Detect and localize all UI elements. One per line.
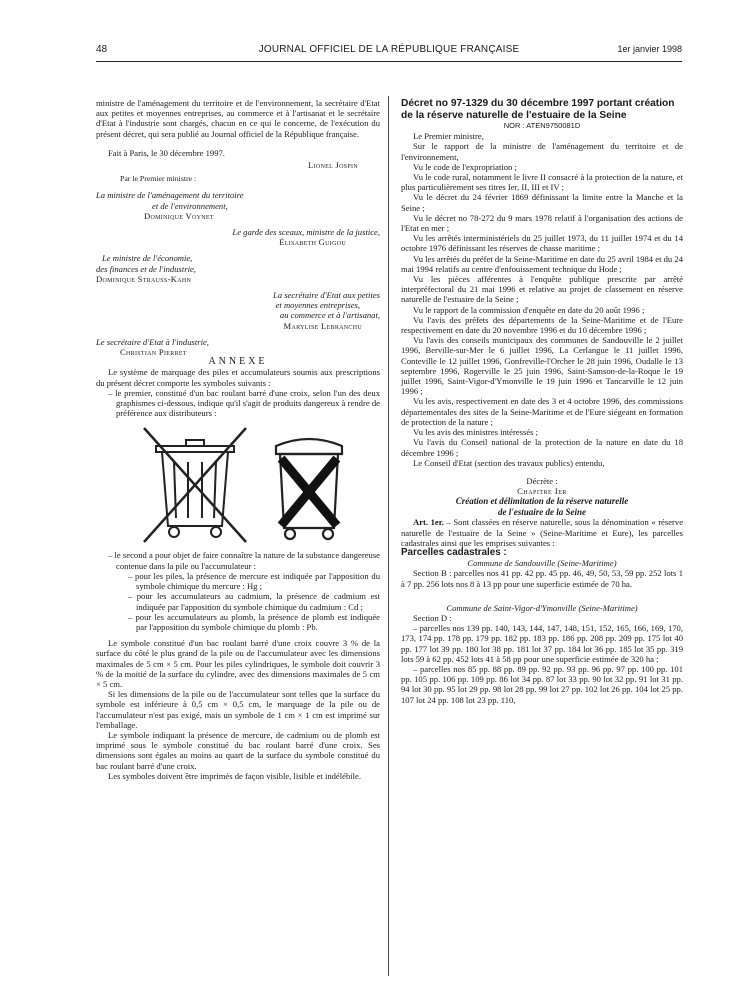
annexe-paragraph-3: Le symbole indiquant la présence de mercure, de cadmium ou de plomb est imprimé sous le symbole constitué du bac roulant barré d'une croix. Ses dimensions sont égales au moins au quart de la surface du symbole constitué du bac roulant barré d'une croix. [96,729,380,771]
visa-4: Vu le décret du 24 février 1869 définissant la limite entre la Manche et la Seine ; [401,192,683,213]
sig4-title-a: La secrétaire d'Etat aux petites [272,290,380,301]
commune-sandouville: Commune de Sandouville (Seine-Maritime) [467,558,617,569]
article-1-label: Art. 1er. [413,517,444,528]
commune-saint-vigor: Commune de Saint-Vigor-d'Ymonville (Seine-Maritime) [446,602,638,613]
sandouville-parcels: Section B : parcelles nos 41 pp. 42 pp. 45 pp. 46, 49, 50, 53, 59 pp. 252 lots 1 à 7 pp. 256 lots nos 8 à 13 pp pour une superficie estimée de 70 ha. [401,568,683,589]
visa-9: Vu le rapport de la commission d'enquête en date du 20 août 1996 ; [413,304,645,315]
sig5-title: Le secrétaire d'Etat à l'industrie, [96,336,209,347]
sig4-title-c: au commerce et à l'artisanat, [279,310,380,321]
sig1-title-a: La ministre de l'aménagement du territoire [96,190,244,201]
visa-5: Vu le décret no 78-272 du 9 mars 1978 relatif à l'organisation des actions de l'Etat en mer ; [401,212,683,234]
article-1-text: – Sont classées en réserve naturelle, sous la dénomination « réserve naturelle de l'estuaire de la Seine » (Seine-Maritime et Eure), les parcelles cadastrales ainsi que les emprises suivantes : [401,517,684,548]
decree-title: Décret no 97-1329 du 30 décembre 1997 portant création de la réserve naturelle de l'estuaire de la Seine [401,98,675,121]
visa-12: Vu les avis, respectivement en date des 3 et 4 octobre 1996, des commissions départementales des sites de la Seine-Maritime et de l'Eure siégeant en formation de protection de la nature ; [401,396,683,427]
page-number: 48 [96,44,108,55]
column-divider [388,96,389,976]
visa-6: Vu les arrêtés interministériels du 25 juillet 1973, du 11 juillet 1974 et du 14 octobre 1976 définissant les réserves de chasse maritime ; [401,233,683,254]
sig4-name: Marylise Lebranchu [283,320,362,331]
visa-7: Vu les arrêtés du préfet de la Seine-Maritime en date du 25 avril 1984 et du 24 mai 1994 relatifs au centre d'enfouissement technique du Hode ; [401,253,683,274]
sig5-name: Christian Pierret [120,347,187,358]
annexe-paragraph-1: Le symbole constitué d'un bac roulant barré d'une croix couvre 3 % de la surface du côté le plus grand de la pile ou de l'accumulateur avec les dimensions maximales de 5 cm × 5 cm. Pour les piles cylindriques, le symbole doit couvrir 3 % de la moitié de la surface du cylindre, avec des dimensions maximales de 5 cm × 5 cm. [96,638,380,689]
visa-14: Vu l'avis du Conseil national de la protection de la nature en date du 18 décembre 1996 ; [401,437,683,458]
visa-10: Vu l'avis des préfets des départements de la Seine-Maritime et de l'Eure respectivement en date du 20 novembre 1996 et du 10 décembre 1996 ; [401,314,683,336]
visa-11: Vu l'avis des conseils municipaux des communes de Sandouville le 2 juillet 1996, Berville-sur-Mer le 6 juillet 1996, La Cerlangue le 11 juillet 1996, Conteville le 12 juillet 1996, Gonfreville-l'Orcher le 28 juin 1996, Oudalle le 13 septembre 1996, Rogerville le 25 juin 1996, Saint-Samson-de-la-Roque le 19 juillet 1996, Saint-Vigor-d'Ymonville le 19 juin 1996 et Tancarville le 12 juin 1996 ; [401,335,683,397]
annexe-paragraph-4: Les symboles doivent être imprimés de façon visible, lisible et indélébile. [108,770,361,781]
sig1-name: Dominique Voynet [144,210,214,221]
annexe-heading: ANNEXE [208,356,268,368]
signatory-pm: Lionel Jospin [308,160,358,171]
visa-13: Vu les avis des ministres intéressés ; [413,427,539,438]
page-header [96,44,682,60]
sig2-title: Le garde des sceaux, ministre de la justice, [232,227,380,238]
sig3-title-b: des finances et de l'industrie, [96,263,196,274]
annexe-item-2a: – pour les piles, la présence de mercure est indiquée par l'apposition du symbole chimique du mercure : Hg ; [128,570,380,592]
annexe-item-2c: – pour les accumulateurs au plomb, la présence de plomb est indiquée par l'apposition du symbole chimique du plomb : Pb. [128,611,380,632]
visa-3: Vu le code rural, notamment le livre II consacré à la protection de la nature, et plus particulièrement ses titres Ier, II, III et IV ; [401,172,683,193]
section-title-b: de l'estuaire de la Seine [498,506,586,517]
done-at: Fait à Paris, le 30 décembre 1997. [108,147,225,158]
saint-vigor-parcels-b: – parcelles nos 85 pp. 88 pp. 89 pp. 92 pp. 93 pp. 96 pp. 97 pp. 100 pp. 101 pp. 105 pp. 106 pp. 109 pp. 86 lot 34 pp. 87 lot 33 pp. 90 lot 32 pp. 91 lot 31 pp. 94 lot 30 pp. 95 lot 29 pp. 98 lot 28 pp. 99 lot 27 pp. 102 lot 26 pp. 104 lot 25 pp. 107 lot 24 pp. 108 lot 23 pp. 110, [401,663,683,705]
visa-15: Le Conseil d'Etat (section des travaux publics) entendu, [413,457,605,468]
section-title-a: Création et délimitation de la réserve naturelle [455,496,629,507]
visa-8: Vu les pièces afférentes à l'enquête publique prescrite par arrêté interpréfectoral du 21 mai 1996 et relative au projet de classement en réserve naturelle de l'estuaire de la Seine ; [401,274,683,305]
left-column [96,98,380,781]
annexe-paragraph-2: Si les dimensions de la pile ou de l'accumulateur sont telles que la surface du symbole est inférieure à 0,5 cm × 0,5 cm, le marquage de la pile ou de l'accumulateur n'est pas exigé, mais un symbole de 1 cm × 1 cm est imprimé sur l'emballage. [96,689,380,730]
annexe-item-2b: – pour les accumulateurs au cadmium, la présence de cadmium est indiquée par l'apposition du symbole chimique du cadmium : Cd ; [128,591,380,612]
sig2-name: Élisabeth Guigou [279,237,346,248]
right-column [401,98,683,705]
saint-vigor-section: Section D : [413,612,452,623]
annexe-item-1: – le premier, constitué d'un bac roulant barré d'une croix, selon l'un des deux graphismes ci-dessous, indique qu'il s'agit de produits dangereux à rendre de préférence aux distributeurs : [108,387,380,419]
article-1 [401,517,683,548]
annexe-item-2: – le second a pour objet de faire connaître la nature de la substance dangereuse contenue dans la pile ou l'accumulateur : [108,550,380,571]
sig3-title-a: Le ministre de l'économie, [102,253,193,264]
chapter-heading: Chapitre Ier [517,486,567,497]
decrete: Décrète : [526,475,558,486]
prime-minister: Le Premier ministre, [413,131,484,142]
journal-title: JOURNAL OFFICIEL DE LA RÉPUBLIQUE FRANÇAISE [258,44,520,55]
header-rule [96,61,682,62]
crossed-bin-symbol-solid [264,428,354,544]
sig1-title-b: et de l'environnement, [152,200,228,211]
nor-reference: NOR : ATEN9750081D [503,121,581,130]
closing-paragraph: ministre de l'aménagement du territoire et de l'environnement, la secrétaire d'Etat aux petites et moyennes entreprises, au commerce et à l'artisanat et le secrétaire d'Etat à l'industrie sont chargés, chacun en ce qui le concerne, de l'exécution du présent décret, qui sera publié au Journal officiel de la République française. [96,98,380,139]
crossed-bin-symbols [96,422,380,546]
issue-date: 1er janvier 1998 [617,44,682,54]
parcelles-heading: Parcelles cadastrales : [401,546,507,558]
saint-vigor-parcels-a: – parcelles nos 139 pp. 140, 143, 144, 147, 148, 151, 152, 165, 166, 169, 170, 173, 174 pp. 178 pp. 179 pp. 182 pp. 183 pp. 186 pp. 208 pp. 209 pp. 175 lot 40 pp. 177 lot 39 pp. 180 lot 38 pp. 181 lot 37 pp. 184 lot 36 pp. 185 lot 35 pp. 319 lots 59 à 62 pp. 452 lots 41 à 58 pp pour une superficie estimée de 320 ha ; [401,623,683,664]
by-pm-label: Par le Premier ministre : [120,174,197,184]
sig3-name: Dominique Strauss-Kahn [96,273,192,284]
crossed-bin-symbol-outline [140,422,250,546]
visa-1: Sur le rapport de la ministre de l'aménagement du territoire et de l'environnement, [401,141,683,162]
annexe-intro: Le système de marquage des piles et accumulateurs soumis aux prescriptions du présent décret comporte les symboles suivants : [96,367,380,388]
visa-2: Vu le code de l'expropriation ; [413,161,517,172]
sig4-title-b: et moyennes entreprises, [275,300,360,311]
